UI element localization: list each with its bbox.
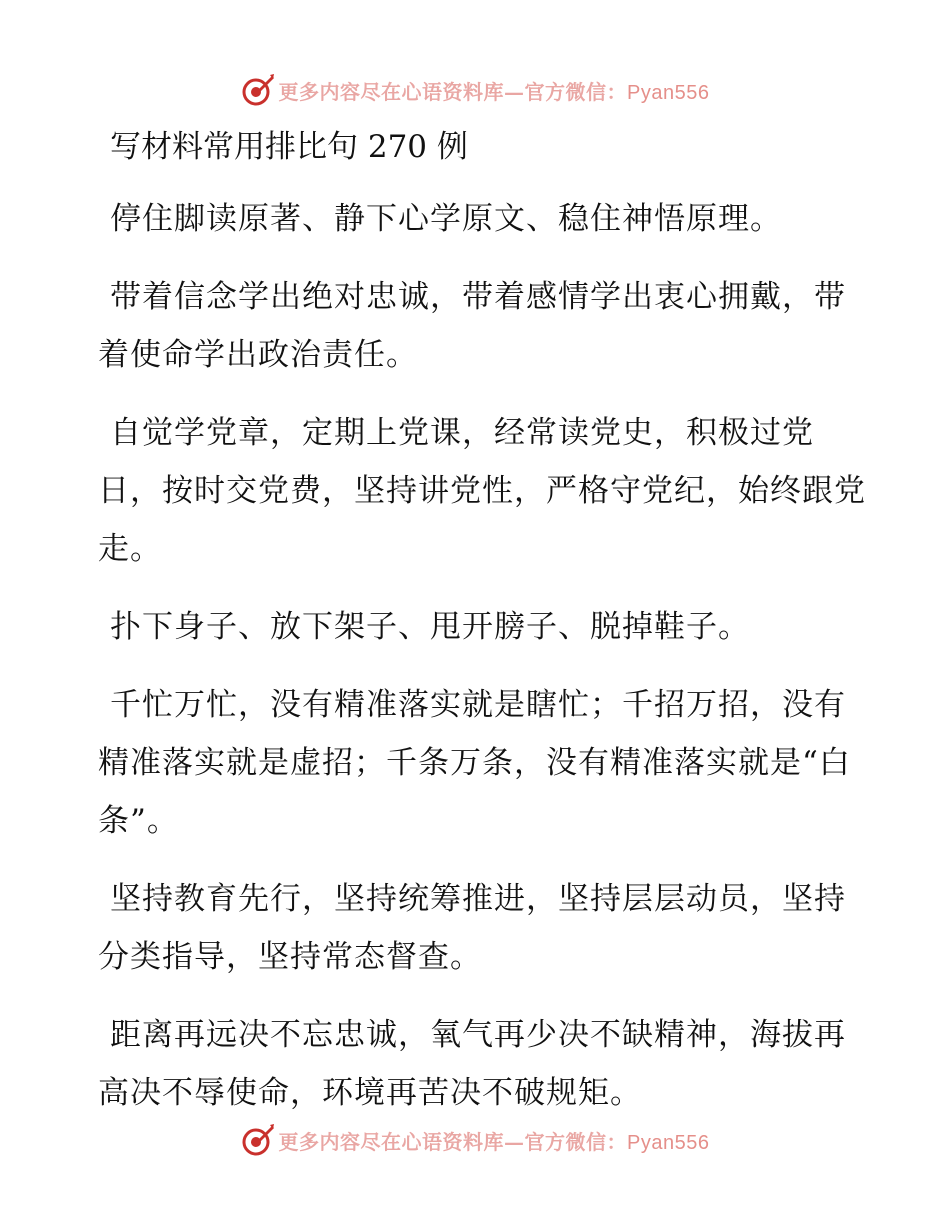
header-watermark <box>0 70 950 110</box>
paragraph-5: 千忙万忙，没有精准落实就是瞎忙；千招万招，没有精准落实就是虚招；千条万条，没有精准落实就是“白条”。 <box>98 687 851 839</box>
quill-pen-logo-icon <box>241 1123 275 1157</box>
paragraph-2: 带着信念学出绝对忠诚，带着感情学出衷心拥戴，带着使命学出政治责任。 <box>98 279 846 373</box>
paragraph-6: 坚持教育先行，坚持统筹推进，坚持层层动员，坚持分类指导，坚持常态督查。 <box>98 881 846 975</box>
paragraph-7: 距离再远决不忘忠诚，氧气再少决不缺精神，海拔再高决不辱使命，环境再苦决不破规矩。 <box>98 1017 846 1111</box>
header-wechat-id: Pyan556 <box>627 81 710 104</box>
document-body <box>98 118 868 1142</box>
paragraph-1: 停住脚读原著、静下心学原文、稳住神悟原理。 <box>110 201 782 237</box>
paragraph-3: 自觉学党章，定期上党课，经常读党史，积极过党日，按时交党费，坚持讲党性，严格守党纪，始终跟党走。 <box>98 415 866 567</box>
header-watermark-text <box>279 76 710 105</box>
header-brand-text: 更多内容尽在心语资料库—官方微信： <box>278 79 628 104</box>
paragraph-4: 扑下身子、放下架子、甩开膀子、脱掉鞋子。 <box>110 609 750 645</box>
footer-watermark-text <box>279 1126 710 1155</box>
footer-brand-text: 更多内容尽在心语资料库—官方微信： <box>278 1129 628 1154</box>
document-title: 写材料常用排比句 270 例 <box>110 129 468 165</box>
quill-pen-logo-icon <box>241 73 275 107</box>
footer-wechat-id: Pyan556 <box>627 1131 710 1154</box>
footer-watermark <box>0 1120 950 1160</box>
